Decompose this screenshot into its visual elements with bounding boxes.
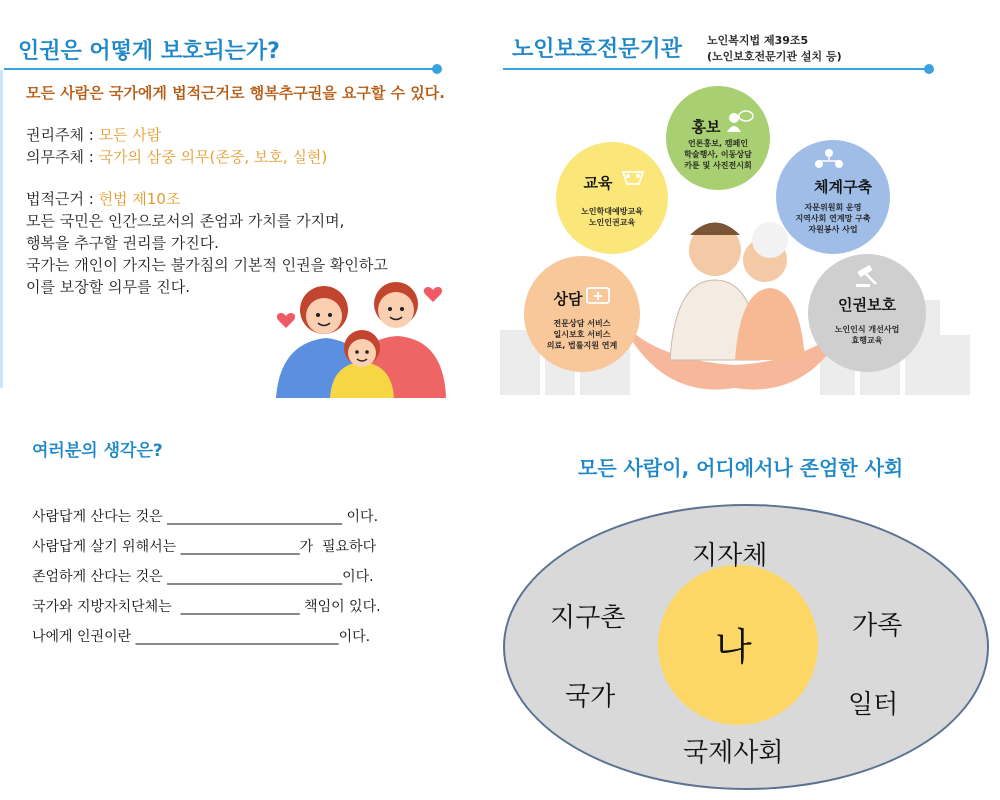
lead-sentence: 모든 사람은 국가에게 법적근거로 행복추구권을 요구할 수 있다. (26, 84, 445, 102)
bubble-rights-protection-title: 인권보호 (838, 296, 896, 314)
duty-subject-value: 국가의 삼중 의무(존중, 보호, 실현) (98, 148, 328, 166)
word-local-government: 지자체 (692, 541, 768, 571)
word-nation: 국가 (565, 682, 616, 712)
question-line: 사람답게 살기 위해서는 _________________가 필요하다 (32, 539, 377, 555)
side-bar (0, 70, 3, 388)
constitution-line: 행복을 추구할 권리를 가진다. (26, 234, 219, 252)
protection-title: 인권은 어떻게 보호되는가? (18, 39, 280, 64)
title-underline (4, 68, 438, 70)
bubble-system-line: 지역사회 연계망 구축 (795, 214, 871, 223)
medical-kit-icon (586, 284, 610, 304)
bubble-education (556, 142, 668, 254)
self-label: 나 (715, 625, 752, 669)
underline-dot (432, 64, 442, 74)
network-people-icon (814, 148, 844, 170)
rights-subject-row (26, 124, 161, 145)
bubble-promotion-line: 언론홍보, 캠페인 (688, 139, 748, 148)
question-line: 사람답게 산다는 것은 _________________________ 이다. (32, 509, 379, 525)
education-icon (620, 168, 646, 188)
bubble-counseling-title: 상담 (553, 290, 583, 308)
law-line: (노인보호전문기관 설치 등) (707, 50, 842, 63)
bubble-rights-protection-line: 효행교육 (851, 336, 883, 345)
rights-subject-label: 권리주체 : (26, 126, 99, 144)
word-international-society: 국제사회 (683, 738, 784, 768)
question-line: 존엄하게 산다는 것은 _________________________이다. (32, 569, 374, 585)
thoughts-title: 여러분의 생각은? (32, 441, 163, 461)
bubble-system (776, 140, 890, 254)
legal-basis-value: 헌법 제10조 (98, 190, 181, 208)
bubble-rights-protection-line: 노인인식 개선사업 (834, 325, 900, 334)
duty-subject-label: 의무주체 : (26, 148, 99, 166)
speech-person-icon (726, 108, 754, 134)
constitution-line: 이를 보장할 의무를 진다. (26, 278, 190, 296)
bubble-system-title: 체계구축 (814, 178, 872, 196)
society-title: 모든 사람이, 어디에서나 존엄한 사회 (578, 456, 904, 480)
word-global-village: 지구촌 (550, 603, 626, 633)
bubble-counseling-line: 전문상담 서비스 (553, 319, 611, 328)
legal-basis-label: 법적근거 : (26, 190, 99, 208)
legal-basis-row (26, 188, 180, 209)
bubble-education-title: 교육 (583, 174, 613, 192)
word-family: 가족 (852, 611, 903, 641)
agency-title: 노인보호전문기관 (512, 37, 683, 62)
constitution-line: 모든 국민은 인간으로서의 존엄과 가치를 가지며, (26, 212, 345, 230)
constitution-line: 국가는 개인이 가지는 불가침의 기본적 인권을 확인하고 (26, 256, 388, 274)
bubble-promotion-title: 홍보 (691, 118, 721, 136)
word-workplace: 일터 (848, 690, 899, 720)
family-illustration (268, 280, 458, 398)
agency-underline (503, 68, 929, 70)
bubble-counseling-line: 일시보호 서비스 (553, 330, 611, 339)
bubble-promotion-line: 학술행사, 이동상담 (684, 150, 752, 159)
bubble-education-line: 노인학대예방교육 (581, 207, 643, 216)
law-reference (707, 33, 842, 65)
question-line: 국가와 지방자치단체는 _________________ 책임이 있다. (32, 599, 381, 615)
bubble-promotion-line: 카툰 및 사진전시회 (684, 161, 752, 170)
question-line: 나에게 인권이란 _____________________________이다. (32, 629, 371, 645)
gavel-icon (854, 264, 880, 288)
rights-subject-value: 모든 사람 (98, 126, 162, 144)
bubble-education-line: 노인인권교육 (588, 218, 636, 227)
bubble-counseling-line: 의료, 법률지원 연계 (546, 341, 618, 350)
duty-subject-row (26, 146, 327, 167)
bubble-counseling (524, 256, 640, 372)
agency-underline-dot (924, 64, 934, 74)
bubble-rights-protection (808, 254, 926, 372)
bubble-system-line: 자원봉사 사업 (808, 225, 858, 234)
law-line: 노인복지법 제39조5 (707, 34, 809, 47)
bubble-system-line: 자문위원회 운영 (804, 203, 862, 212)
bubble-promotion (666, 86, 770, 190)
